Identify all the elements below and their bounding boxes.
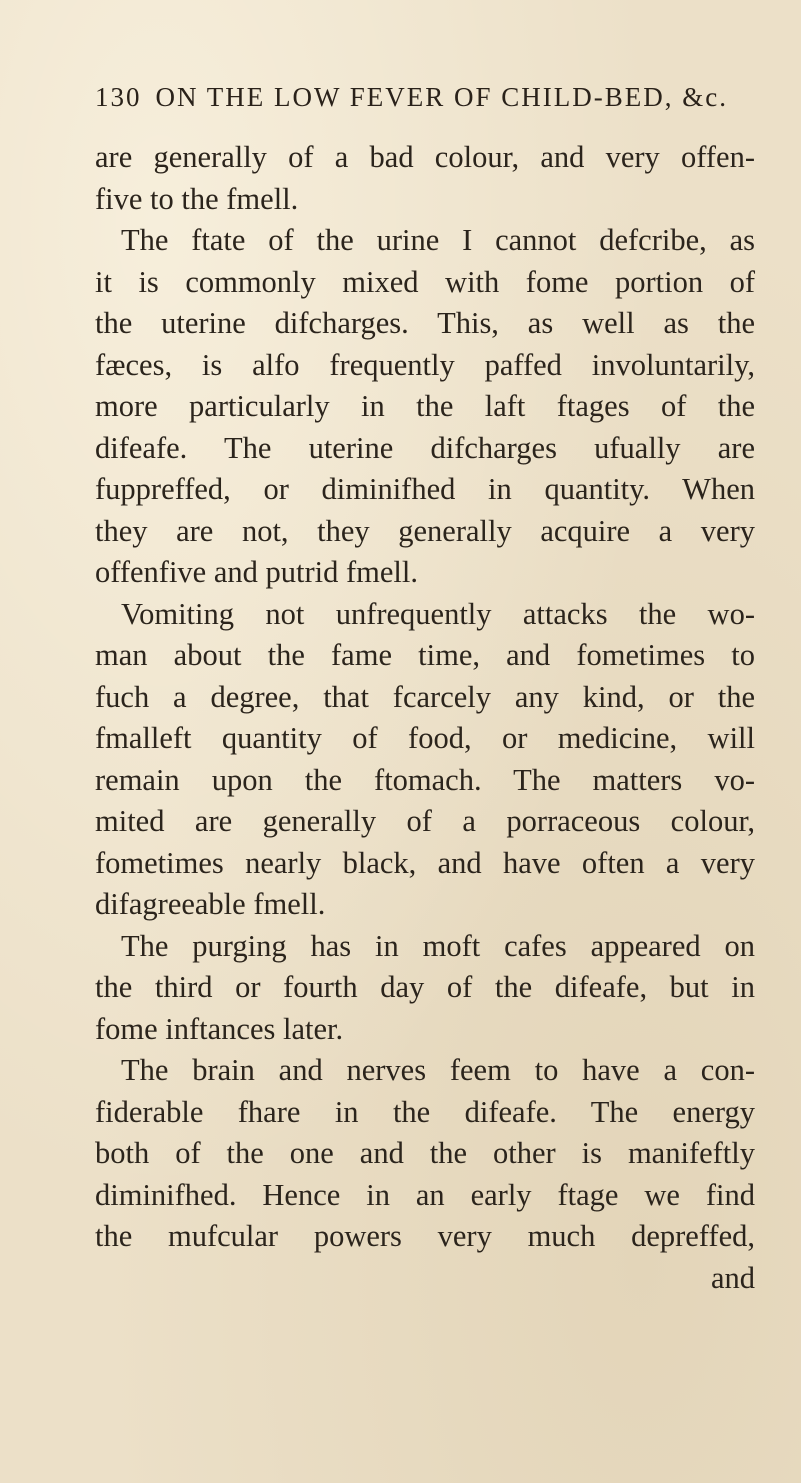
text-line: are generally of a bad colour, and very offen- [95, 140, 755, 174]
text-line: The purging has in moft cafes appeared on [121, 928, 755, 963]
running-title: ON THE LOW FEVER OF CHILD-BED, &c. [155, 82, 728, 112]
text-line: the third or fourth day of the difeafe, but in [95, 970, 755, 1004]
text-line: fome inftances later. [95, 1011, 344, 1046]
text-line: fmalleft quantity of food, or medicine, will [95, 721, 755, 755]
text-line: it is commonly mixed with fome portion of [95, 264, 755, 299]
text-line: both of the one and the other is manifeftly [95, 1136, 755, 1170]
text-line: fometimes nearly black, and have often a very [95, 845, 755, 880]
text-line: difagreeable fmell. [95, 887, 326, 921]
text-line: man about the fame time, and fometimes to [95, 638, 755, 672]
text-line: The brain and nerves feem to have a con- [121, 1053, 755, 1087]
text-line: The ftate of the urine I cannot defcribe, as [121, 223, 755, 257]
body-text [95, 137, 755, 1299]
text-line: difeafe. The uterine difcharges ufually are [95, 430, 755, 465]
text-line: fiderable fhare in the difeafe. The energy [95, 1094, 755, 1129]
text-line: Vomiting not unfrequently attacks the wo- [121, 596, 755, 631]
text-line: fuch a degree, that fcarcely any kind, or the [95, 679, 755, 714]
text-line: five to the fmell. [95, 181, 299, 216]
text-line: offenfive and putrid fmell. [95, 555, 418, 589]
text-line: fæces, is alfo frequently paffed involuntarily, [95, 347, 755, 382]
text-line: fuppreffed, or diminifhed in quantity. When [95, 472, 755, 506]
text-line: the uterine difcharges. This, as well as the [95, 306, 755, 340]
catchword: and [710, 1260, 755, 1295]
text-line: more particularly in the laft ftages of the [95, 389, 755, 423]
text-line: remain upon the ftomach. The matters vo- [95, 762, 755, 797]
running-head [95, 82, 735, 122]
text-line: diminifhed. Hence in an early ftage we find [95, 1177, 755, 1212]
text-line: the mufcular powers very much depreffed, [95, 1219, 755, 1253]
text-line: they are not, they generally acquire a very [95, 513, 755, 548]
page-number: 130 [95, 82, 142, 112]
text-line: mited are generally of a porraceous colour, [95, 804, 755, 838]
